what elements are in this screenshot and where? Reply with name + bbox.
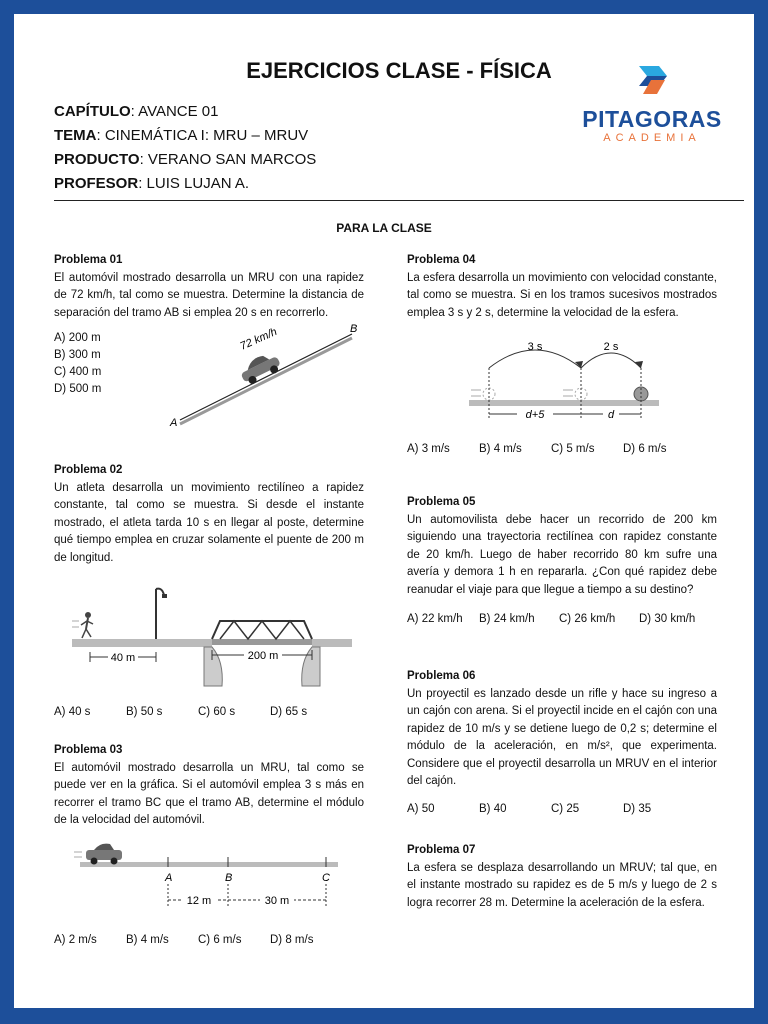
producto-line xyxy=(54,148,316,172)
dim-40m-label: 40 m xyxy=(110,652,136,664)
page-title: EJERCICIOS CLASE - FÍSICA xyxy=(246,58,552,83)
point-c-label: C xyxy=(322,871,330,884)
profesor-line xyxy=(54,172,316,196)
capitulo-line xyxy=(54,100,316,124)
bridge-deck xyxy=(212,639,312,645)
problem-body: Un proyectil es lanzado desde un rifle y hace su ingreso a un cajón con arena. Si el proyectil incide en el cajón con una rapidez de 10 m/s y se detiene luego de 0,2 s; determine el módulo de la aceleración, en m/s², que experimenta. Considere que el proyectil desarrolla un MRUV en el interior del cajón. xyxy=(407,687,717,787)
time-2-label: 2 s xyxy=(603,341,619,353)
problem-06 xyxy=(407,668,717,818)
worksheet-page xyxy=(14,14,754,1008)
option-a[interactable]: A) 3 m/s xyxy=(407,442,450,455)
sphere-motion-figure xyxy=(407,328,717,428)
dim-200m-label: 200 m xyxy=(247,650,279,662)
problem-body: La esfera se desplaza desarrollando un MRUV; tal que, en el instante mostrado su rapidez es de 5 m/s y luego de 2 s logra recorrer 28 m. Determine la aceleración de la esfera. xyxy=(407,861,717,909)
capitulo-label: CAPÍTULO xyxy=(54,103,131,120)
option-a[interactable]: A) 50 xyxy=(407,802,435,815)
bridge-truss-web xyxy=(220,621,304,639)
athlete-bridge-figure xyxy=(54,581,364,691)
option-a[interactable]: A) 40 s xyxy=(54,705,91,718)
option-d[interactable]: D) 35 xyxy=(623,802,652,815)
ramp-shade xyxy=(180,338,352,424)
arc-2 xyxy=(581,353,641,368)
road xyxy=(80,862,338,867)
ramp-car-figure xyxy=(162,320,362,430)
profesor-value: : LUIS LUJAN A. xyxy=(138,175,250,192)
car-icon xyxy=(74,843,122,864)
tema-line xyxy=(54,124,316,148)
tema-value: : CINEMÁTICA I: MRU – MRUV xyxy=(96,127,309,144)
car-icon xyxy=(237,350,283,387)
problem-02 xyxy=(54,462,364,721)
problem-05 xyxy=(407,494,717,629)
problem-title: Problema 06 xyxy=(407,670,476,682)
logo-name: PITAGORAS xyxy=(582,106,722,132)
ramp-line xyxy=(180,334,352,420)
producto-label: PRODUCTO xyxy=(54,151,140,168)
header-meta xyxy=(54,100,316,196)
option-b[interactable]: B) 300 m xyxy=(54,349,101,361)
problem-body: La esfera desarrolla un movimiento con velocidad constante, tal como se muestra. Si en los tramos sucesivos mostrados emplea 3 s y 2 s, determine la velocidad de la esfera. xyxy=(407,271,717,319)
option-c[interactable]: C) 400 m xyxy=(54,366,102,378)
ground xyxy=(469,400,659,406)
producto-value: : VERANO SAN MARCOS xyxy=(139,151,317,168)
problem-07 xyxy=(407,842,717,912)
point-b-label: B xyxy=(225,871,233,884)
options-row xyxy=(407,801,717,819)
option-c[interactable]: C) 6 m/s xyxy=(198,934,242,946)
problem-body: Un atleta desarrolla un movimiento rectilíneo a rapidez constante, tal como se muestra. Si desde el instante mostrado, el atleta tarda 10 s en llegar al poste, determine qué tiempo emplea en cruzar solamente el puente de 200 m de longitud. xyxy=(54,481,364,564)
option-b[interactable]: B) 50 s xyxy=(126,705,163,718)
problem-01-options-area xyxy=(54,323,364,440)
option-b[interactable]: B) 4 m/s xyxy=(126,934,169,946)
right-road xyxy=(312,639,352,647)
athlete-icon xyxy=(72,612,93,638)
option-b[interactable]: B) 4 m/s xyxy=(479,442,522,455)
problem-body: El automóvil mostrado desarrolla un MRU, tal como se puede ver en la gráfica. Si el automóvil emplea 3 s más en recorrer el tramo BC que el tramo AB, determine el módulo de la velocidad del automóvil. xyxy=(54,761,364,826)
option-c[interactable]: C) 25 xyxy=(551,802,580,815)
problem-title: Problema 03 xyxy=(54,744,123,756)
problem-03 xyxy=(54,742,364,950)
option-b[interactable]: B) 40 xyxy=(479,802,507,815)
option-c[interactable]: C) 26 km/h xyxy=(559,613,616,625)
dist-1-label: d+5 xyxy=(525,409,545,421)
options-row xyxy=(407,441,717,459)
dim-12m-label: 12 m xyxy=(186,894,212,907)
options-row xyxy=(54,704,364,722)
option-d[interactable]: D) 30 km/h xyxy=(639,613,696,625)
option-c[interactable]: C) 60 s xyxy=(198,705,236,718)
option-d[interactable]: D) 500 m xyxy=(54,383,102,395)
dim-30m-label: 30 m xyxy=(264,894,290,907)
option-d[interactable]: D) 65 s xyxy=(270,705,308,718)
tema-label: TEMA xyxy=(54,127,97,144)
left-bank xyxy=(204,647,222,686)
point-a-label: A xyxy=(165,871,173,884)
option-d[interactable]: D) 6 m/s xyxy=(623,442,667,455)
section-title: PARA LA CLASE xyxy=(336,221,432,235)
problem-title: Problema 05 xyxy=(407,496,476,508)
option-a[interactable]: A) 200 m xyxy=(54,332,101,344)
problem-title: Problema 07 xyxy=(407,844,476,856)
dist-2-label: d xyxy=(607,409,615,421)
options-row xyxy=(54,932,364,950)
right-bank xyxy=(302,647,320,686)
option-c[interactable]: C) 5 m/s xyxy=(551,442,595,455)
point-a-label: A xyxy=(170,417,178,429)
options-row xyxy=(407,611,717,629)
problem-title: Problema 04 xyxy=(407,254,476,266)
lamp-head xyxy=(162,594,167,598)
car-segments-figure xyxy=(54,840,364,920)
time-1-label: 3 s xyxy=(527,341,543,353)
option-a[interactable]: A) 22 km/h xyxy=(407,613,463,625)
pitagoras-logo xyxy=(567,60,737,150)
problem-01 xyxy=(54,252,364,440)
header-divider xyxy=(54,200,744,201)
option-b[interactable]: B) 24 km/h xyxy=(479,613,535,625)
problem-title: Problema 02 xyxy=(54,464,123,476)
speed-label: 72 km/h xyxy=(238,325,279,353)
option-a[interactable]: A) 2 m/s xyxy=(54,934,97,946)
left-road xyxy=(72,639,212,647)
problem-04 xyxy=(407,252,717,458)
options-list xyxy=(54,330,101,398)
problem-title: Problema 01 xyxy=(54,254,123,266)
logo-arrow-icon xyxy=(567,60,737,106)
point-b-label: B xyxy=(350,323,358,335)
capitulo-value: : AVANCE 01 xyxy=(130,103,219,120)
option-d[interactable]: D) 8 m/s xyxy=(270,934,314,946)
problem-body: Un automovilista debe hacer un recorrido de 200 km siguiendo una trayectoria rectilínea con rapidez constante de 20 km/h. Luego de haber recorrido 80 km sufre una avería y demora 1 h en repararla. ¿Con qué rapidez debe reanudar el viaje para que llegue a tiempo a su destino? xyxy=(407,513,717,596)
logo-sub: ACADEMIA xyxy=(603,132,701,144)
profesor-label: PROFESOR xyxy=(54,175,139,192)
problem-body: El automóvil mostrado desarrolla un MRU con una rapidez de 72 km/h, tal como se muestra. Determine la distancia de separación del tramo AB si emplea 20 s en recorrerlo. xyxy=(54,271,364,319)
